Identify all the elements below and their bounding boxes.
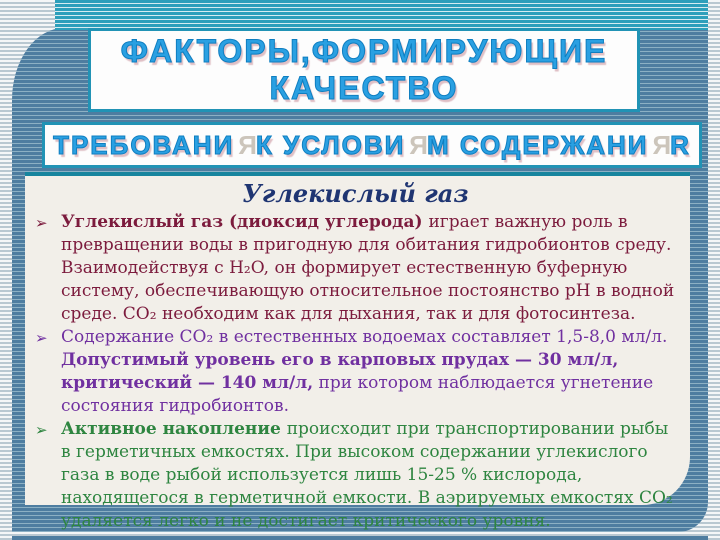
top-teal-band: [55, 0, 708, 30]
subtitle-box: [42, 122, 702, 168]
bullet-text-active-accumulation: Активное накопление происходит при транспортировании рыбы в герметичных емкостях. При высоком содержании углекислого газа в воде рыбой используется лишь 15-25 % кислорода, находящегося в герметичной емкости. В аэрируемых емкостях CO₂ удаляется легко и не достигает критического уровня.: [61, 419, 673, 531]
bullet-item-2: [35, 326, 676, 418]
title-box: [88, 28, 640, 112]
bullet-text-co2-levels: Содержание CO₂ в естественных водоемах составляет 1,5-8,0 мл/л. Допустимый уровень его в карповых прудах — 30 мл/л, критический — 140 мл/л, при котором наблюдается угнетение состояния гидробионтов.: [61, 327, 668, 416]
slide-title-line-1: ФАКТОРЫ,ФОРМИРУЮЩИЕ: [120, 33, 608, 69]
section-heading: Углекислый газ: [242, 179, 469, 208]
bullet-arrow-icon: ➢: [35, 329, 48, 347]
bullet-item-1: [35, 211, 676, 326]
slide-title-line-2: КАЧЕСТВО: [269, 70, 459, 106]
bullet-text-carbon-dioxide-role: Углекислый газ (диоксид углерода) играет важную роль в превращении воды в пригодную для обитания гидробионтов среду. Взаимодействуя с H₂O, он формирует естественную буферную систему, обеспечивающую относительное постоянство pH в водной среде. CO₂ необходим как для дыхания, так и для фотосинтеза.: [61, 212, 675, 324]
bottom-edge-line: [12, 536, 708, 540]
content-box: [25, 172, 690, 531]
bullet-arrow-icon: ➢: [35, 214, 48, 232]
slide-subtitle: ТРЕБОВАНИ ЯК УСЛОВИ ЯМ СОДЕРЖАНИ ЯR: [53, 130, 691, 160]
bullet-arrow-icon: ➢: [35, 421, 48, 439]
bullet-item-3: [35, 418, 676, 533]
